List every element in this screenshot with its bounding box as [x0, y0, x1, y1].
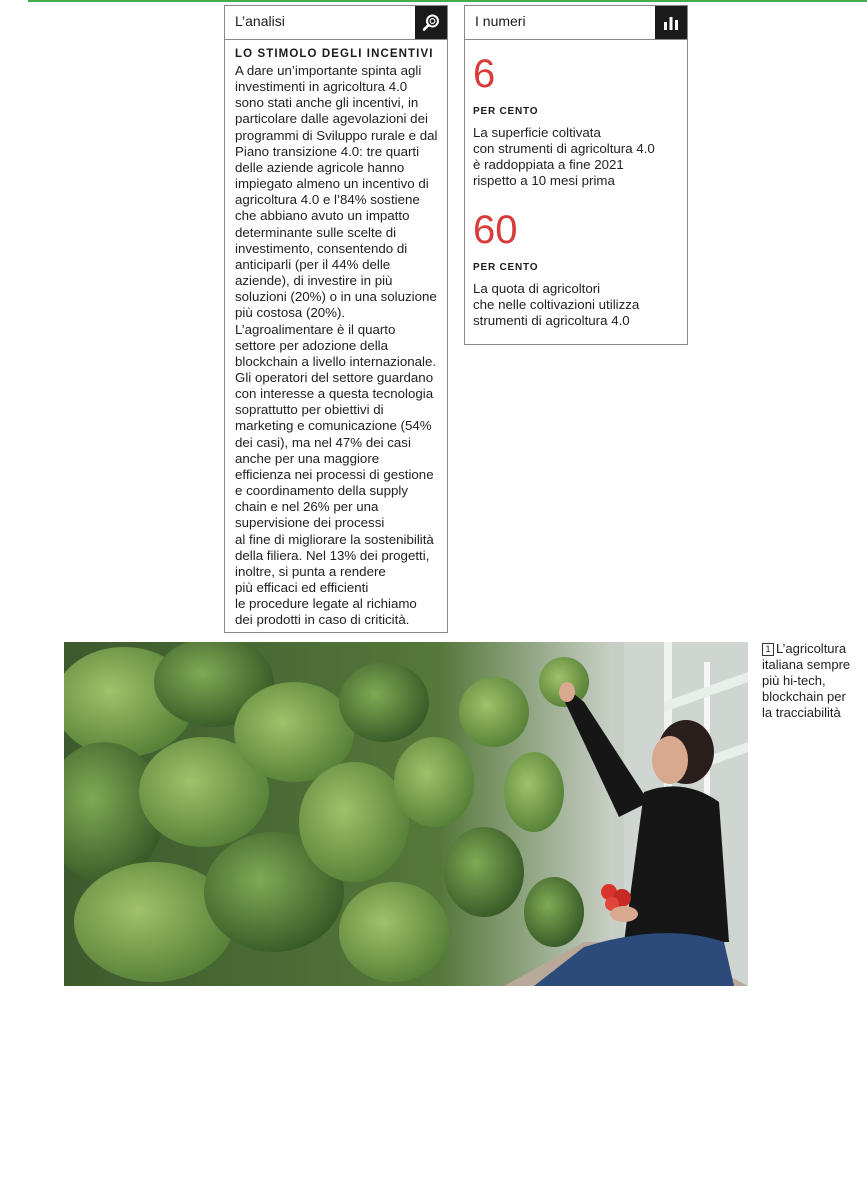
analysis-kicker: LO STIMOLO DEGLI INCENTIVI — [235, 48, 434, 60]
numbers-box — [464, 5, 688, 345]
bar-chart-icon — [655, 6, 687, 39]
top-green-rule — [28, 0, 867, 2]
caption-number-badge: 1 — [762, 643, 774, 656]
stat-value: 6 — [473, 52, 496, 96]
stat-description: La superficie coltivata con strumenti di agricoltura 4.0 è raddoppiata a fine 2021 rispetto a 10 mesi prima — [473, 125, 655, 188]
stat-block — [473, 52, 683, 189]
stat-block — [473, 208, 683, 329]
analysis-box-title: L’analisi — [235, 13, 285, 29]
analysis-box-header — [225, 6, 447, 40]
analysis-box — [224, 5, 448, 633]
magnifier-icon — [415, 6, 447, 39]
stat-value: 60 — [473, 208, 518, 252]
analysis-body: A dare un’importante spinta agli investimenti in agricoltura 4.0 sono stati anche gli incentivi, in particolare dalle agevolazioni dei programmi di Sviluppo rurale e dal Piano transizione 4.0: tre quarti delle aziende agricole hanno impiegato almeno un incentivo di agricoltura 4.0 e l’84% sostiene che abbiano avuto un impatto determinante sulle scelte di investimento, consentendo di anticiparli (per il 44% delle aziende), di investire in più soluzioni (20%) o in una soluzione più costosa (20%). L’agroalimentare è il quarto settore per adozione della blockchain a livello internazionale. Gli operatori del settore guardano con interesse a questa tecnologia soprattutto per obiettivi di marketing e comunicazione (54% dei casi), ma nel 47% dei casi anche per una maggiore efficienza nei processi di gestione e coordinamento della supply chain e nel 26% per una supervisione dei processi al fine di migliorare la sostenibilità della filiera. Nel 13% dei progetti, inoltre, si punta a rendere più efficaci ed efficienti le procedure legate al richiamo dei prodotti in caso di criticità. — [235, 63, 438, 628]
numbers-box-title: I numeri — [475, 13, 526, 29]
stat-unit: PER CENTO — [473, 106, 539, 117]
stat-description: La quota di agricoltori che nelle coltivazioni utilizza strumenti di agricoltura 4.0 — [473, 281, 640, 328]
vertical-farm-photo — [64, 642, 748, 986]
stat-unit: PER CENTO — [473, 262, 539, 273]
numbers-box-header — [465, 6, 687, 40]
caption-text: L’agricoltura italiana sempre più hi-tech, blockchain per la tracciabilità — [762, 641, 851, 720]
photo-caption — [762, 641, 862, 721]
